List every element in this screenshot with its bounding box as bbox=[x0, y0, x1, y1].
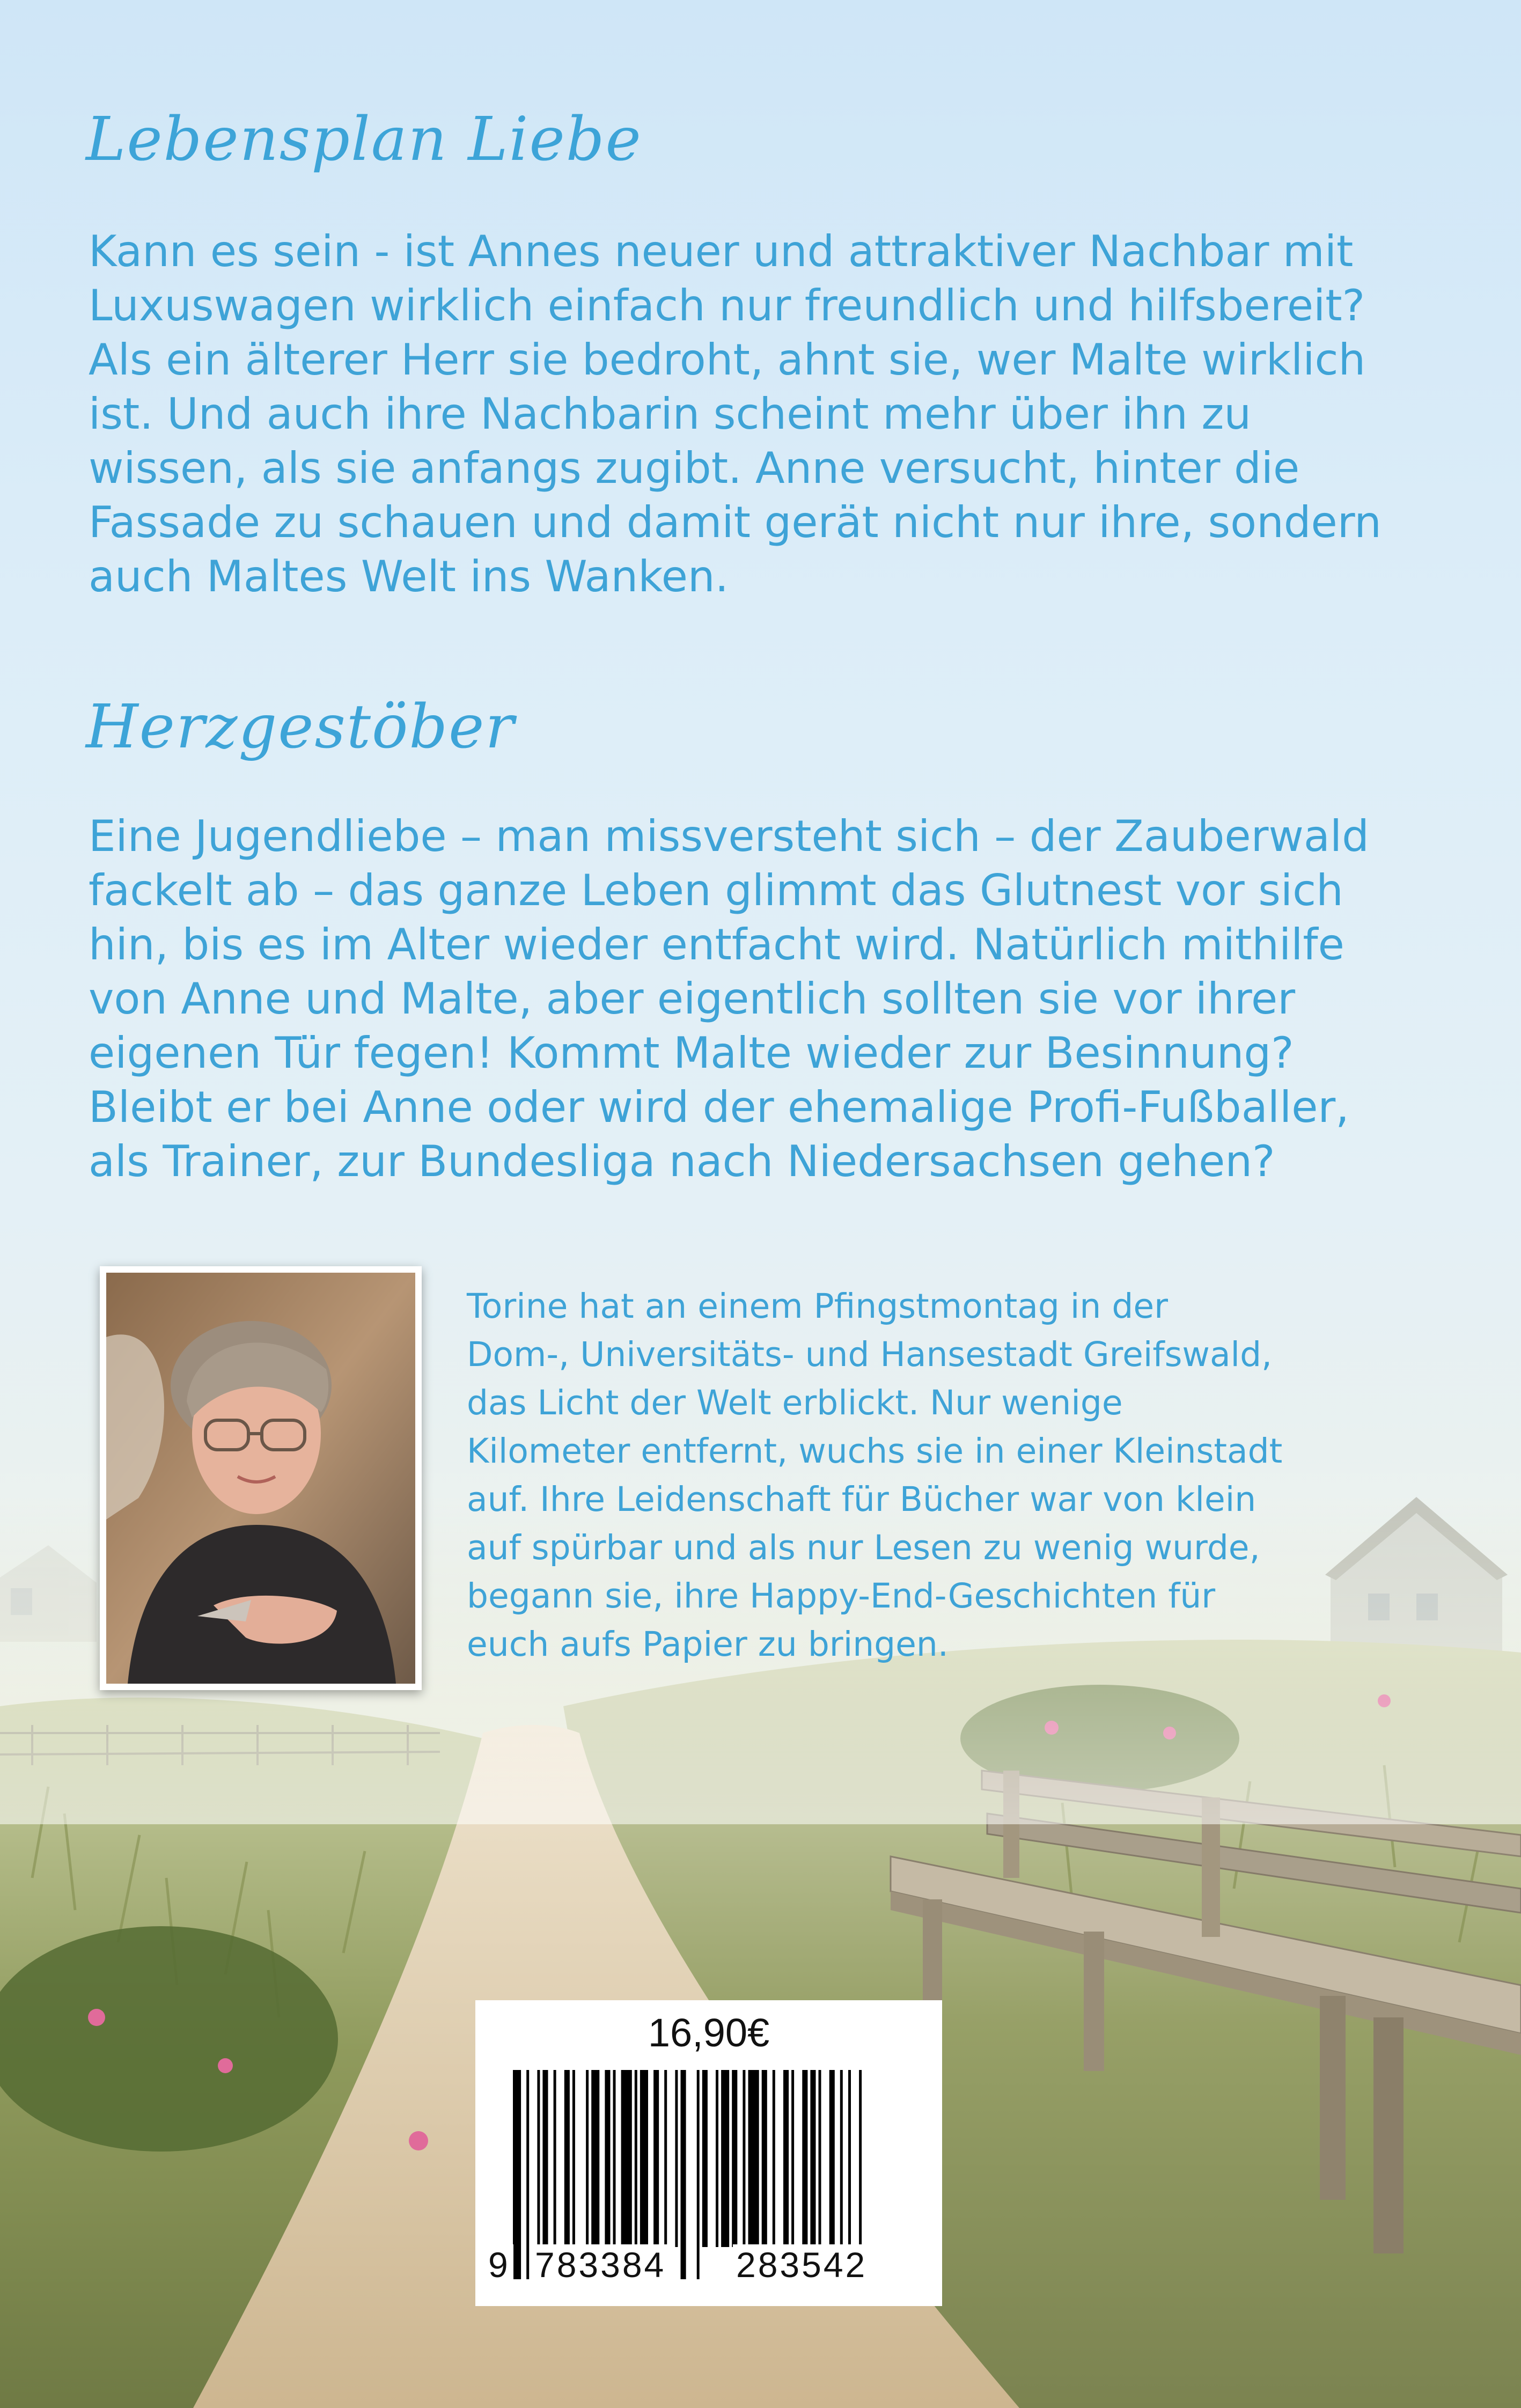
barcode-bar bbox=[613, 2070, 616, 2247]
barcode-bar bbox=[840, 2070, 843, 2247]
barcode-bar bbox=[773, 2070, 775, 2247]
barcode-bar bbox=[542, 2070, 548, 2247]
barcode-bar bbox=[681, 2070, 686, 2279]
barcode-bar bbox=[572, 2070, 575, 2247]
barcode-bar bbox=[605, 2070, 610, 2247]
barcode-bar bbox=[554, 2070, 556, 2247]
barcode-bar bbox=[859, 2070, 862, 2247]
rose-bush-left bbox=[0, 1926, 338, 2152]
barcode-bar bbox=[721, 2070, 729, 2247]
barcode-bar bbox=[716, 2070, 718, 2247]
author-portrait-image bbox=[106, 1273, 415, 1684]
section-body-lebensplan-liebe: Kann es sein - ist Annes neuer und attraktiver Nachbar mit Luxuswagen wirklich einfach nur freundlich und hilfsbereit? Als ein älterer Herr sie bedroht, ahnt sie, wer Malte wirklich ist. Und auch ihre Nachbarin scheint mehr über ihn zu wissen, als sie anfangs zugibt. Anne versucht, hinter die Fassade zu schauen und damit gerät nicht nur ihre, sondern auch Maltes Welt ins Wanken. bbox=[89, 226, 1382, 601]
barcode-bar bbox=[791, 2070, 794, 2247]
barcode-bar bbox=[564, 2070, 570, 2247]
barcode-bar bbox=[640, 2070, 648, 2247]
barcode-bar bbox=[829, 2070, 835, 2247]
barcode-bar bbox=[783, 2070, 789, 2247]
isbn-left-digits: 783384 bbox=[532, 2244, 669, 2285]
isbn-right-digits: 283542 bbox=[733, 2244, 870, 2285]
barcode-bar bbox=[586, 2070, 589, 2247]
barcode-bar bbox=[802, 2070, 807, 2247]
barcode-bar bbox=[702, 2070, 708, 2247]
barcode-bar bbox=[732, 2070, 737, 2247]
section-title-lebensplan-liebe: Lebensplan Liebe bbox=[86, 105, 642, 174]
barcode-bar bbox=[513, 2070, 521, 2279]
barcode-bar bbox=[526, 2070, 529, 2279]
barcode-bar bbox=[635, 2070, 637, 2247]
barcode-bar bbox=[621, 2070, 632, 2247]
barcode-bar bbox=[810, 2070, 815, 2247]
barcode-bar bbox=[748, 2070, 759, 2247]
section-body-herzgestoeber: Eine Jugendliebe – man missversteht sich – der Zauberwald fackelt ab – das ganze Leben glimmt das Glutnest vor sich hin, bis es im Alter wieder entfacht wird. Natürlich mithilfe von Anne und Malte, aber eigentlich sollten sie vor ihrer eigenen Tür fegen! Kommt Malte wieder zur Besinnung? Bleibt er bei Anne oder wird der ehemalige Profi-Fußballer, als Trainer, zur Bundesliga nach Niedersachsen gehen? bbox=[89, 811, 1369, 1186]
barcode-bar bbox=[819, 2070, 821, 2247]
barcode-bar bbox=[537, 2070, 540, 2247]
barcode-bar bbox=[697, 2070, 700, 2279]
barcode-bar bbox=[664, 2070, 667, 2247]
barcode-bar bbox=[743, 2070, 745, 2247]
author-bio: Torine hat an einem Pfingstmontag in der Dom-, Universitäts- und Hansestadt Greifswald, das Licht der Welt erblickt. Nur wenige Kilometer entfernt, wuchs sie in einer Kleinstadt auf. Ihre Leidenschaft für Bücher war von klein auf spürbar und als nur Lesen zu wenig wurde, begann sie, ihre Happy-End-Geschichten für euch aufs Papier zu bringen. bbox=[467, 1287, 1283, 1664]
barcode-bar bbox=[848, 2070, 851, 2247]
barcode-bar bbox=[675, 2070, 678, 2247]
isbn-barcode-panel bbox=[475, 2000, 942, 2306]
price-label: 16,90€ bbox=[648, 2010, 770, 2055]
author-photo bbox=[100, 1266, 422, 1690]
isbn-lead-digit: 9 bbox=[485, 2244, 513, 2285]
barcode-bar bbox=[762, 2070, 767, 2247]
barcode-bar bbox=[591, 2070, 599, 2247]
section-title-herzgestoeber: Herzgestöber bbox=[86, 692, 515, 762]
barcode-bar bbox=[653, 2070, 659, 2247]
